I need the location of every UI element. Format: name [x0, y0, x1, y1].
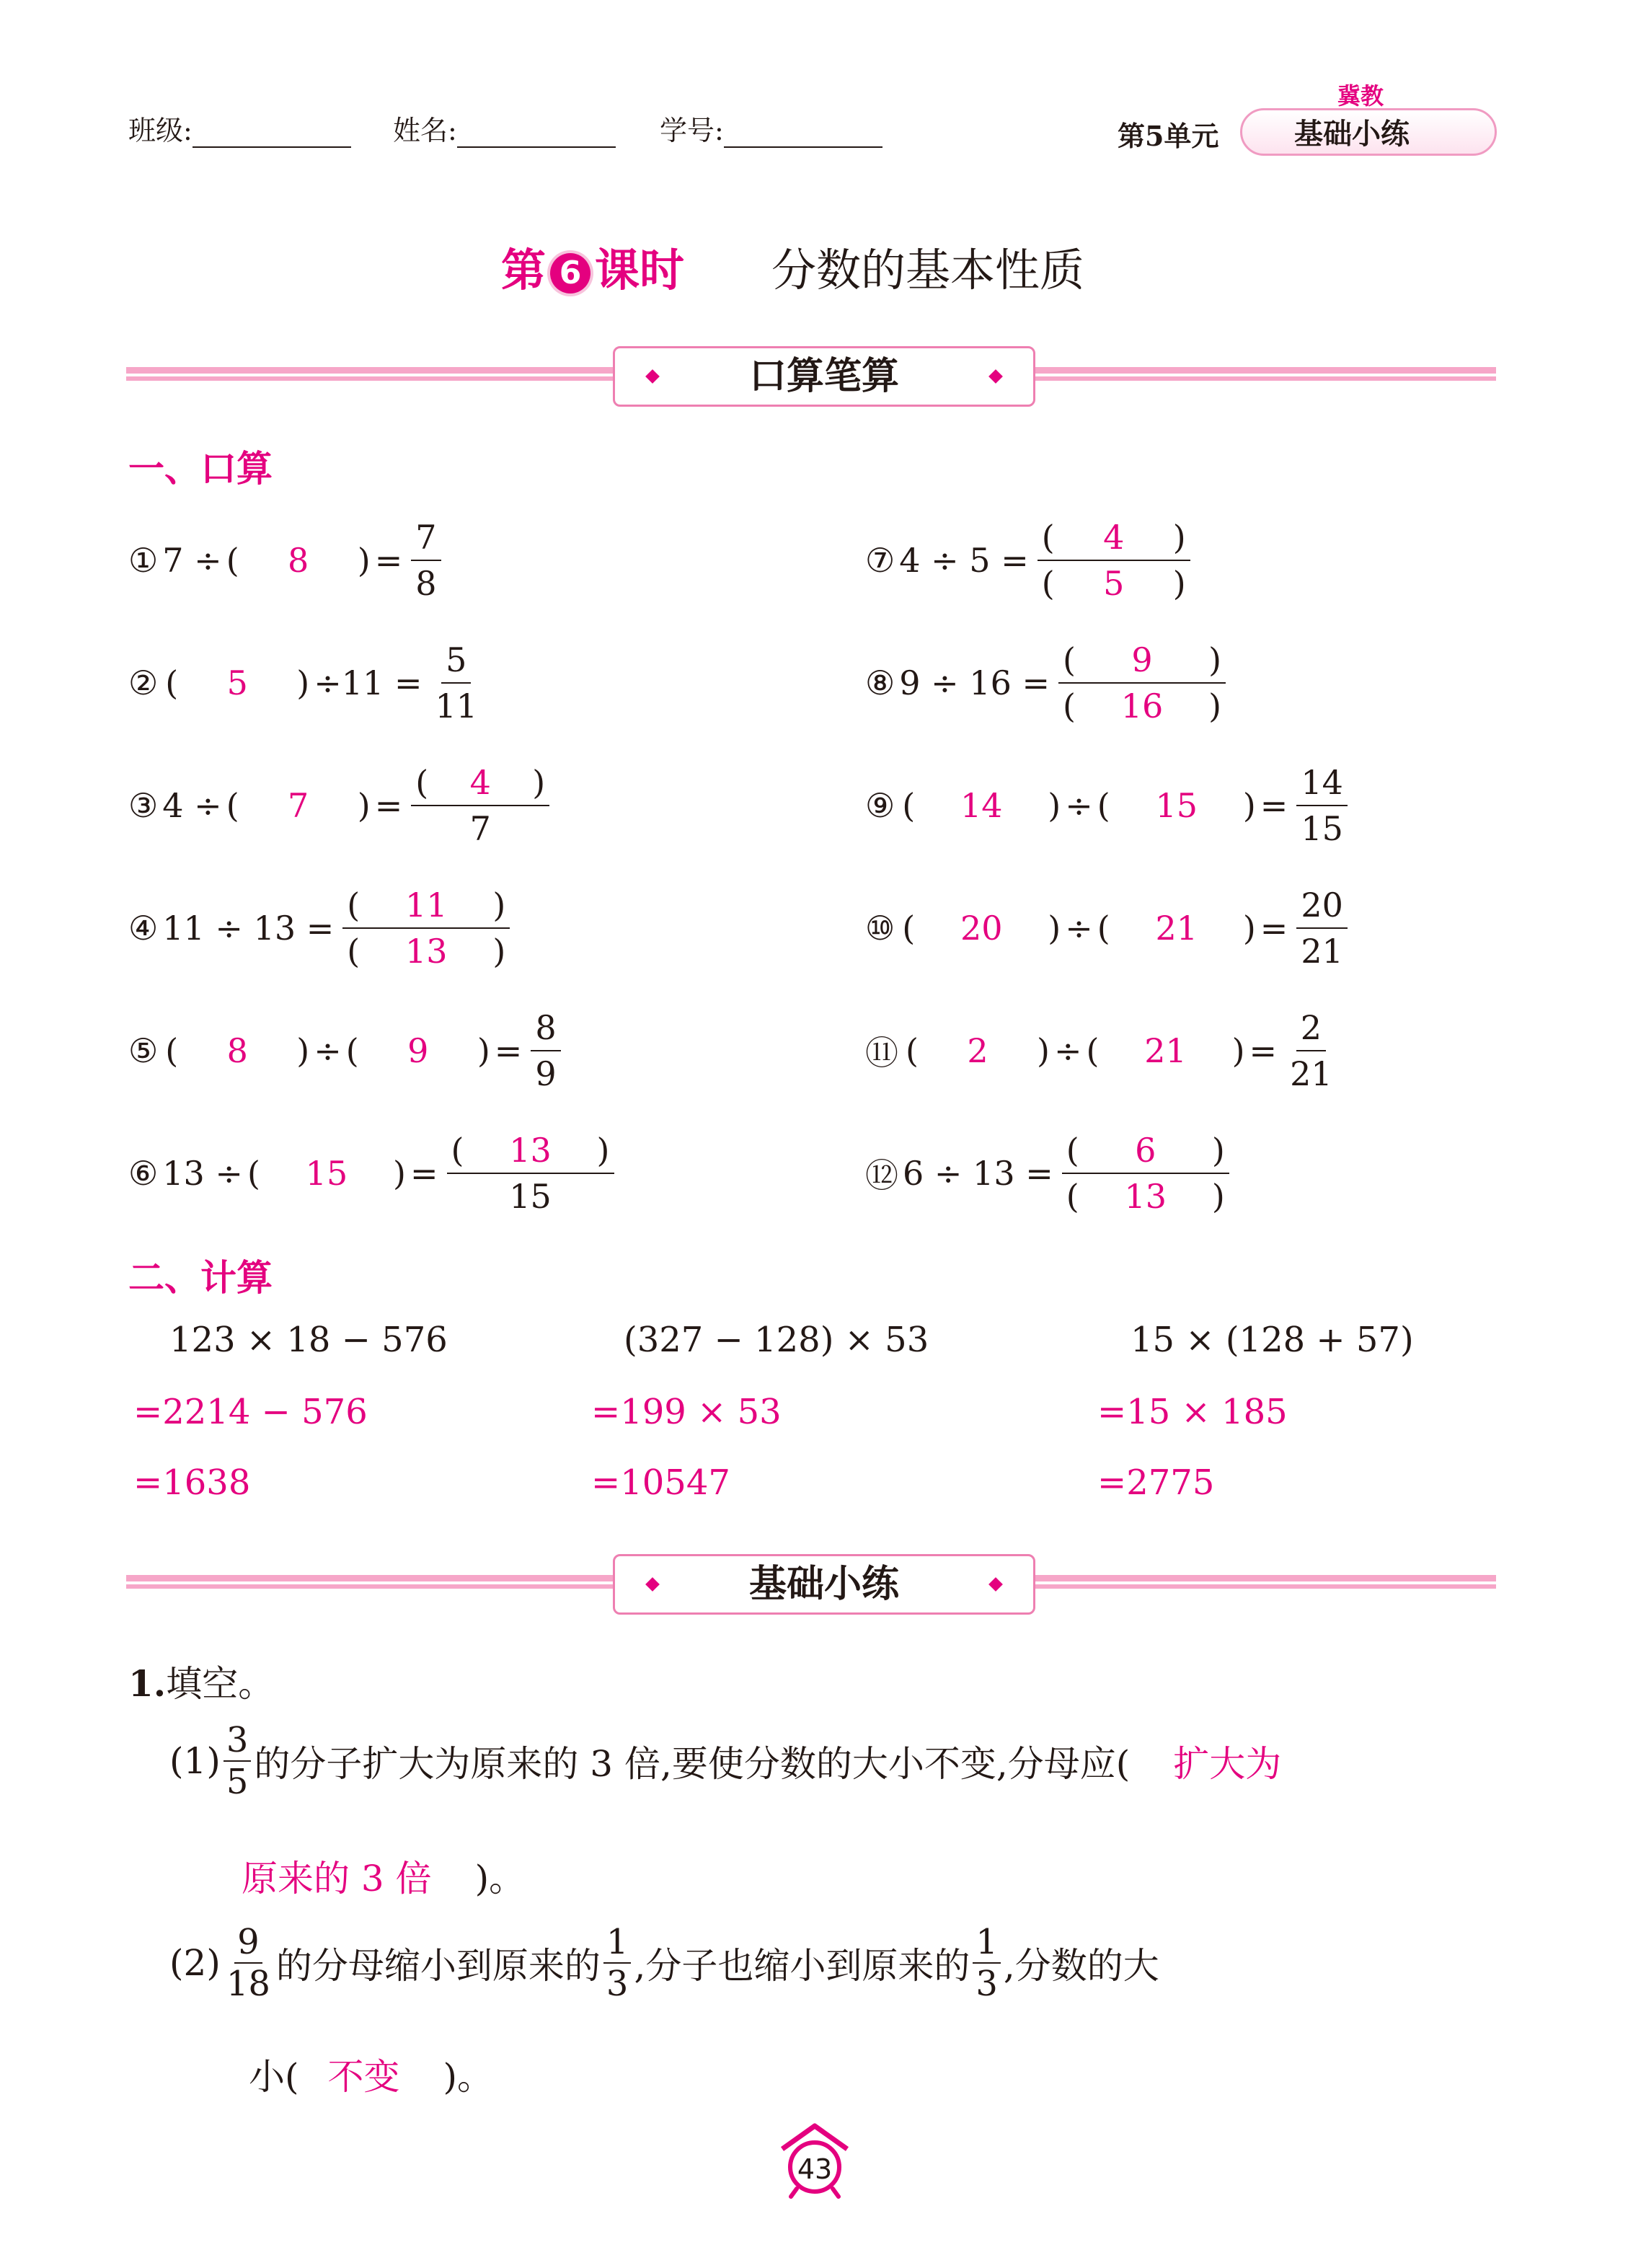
lesson-number-circle: 6 — [550, 253, 590, 294]
section-basic-practice — [613, 1554, 1035, 1615]
answer: 20 — [960, 909, 1003, 948]
calc-3-step2: =2775 — [1097, 1462, 1215, 1503]
question-1: (1) 3 5 的分子扩大为原来的 3 倍,要使分数的大小不变,分母应( 扩大为 — [169, 1720, 1282, 1802]
item-3: ③ 4 ÷ ( 7 ) = ( 4 ) 7 — [128, 759, 554, 852]
student-id-field[interactable] — [660, 108, 882, 148]
question-2: (2) 9 18 的分母缩小到原来的 1 3 ,分子也缩小到原来的 1 3 ,分数的大 — [169, 1922, 1159, 2004]
name-field[interactable] — [393, 108, 616, 148]
class-field[interactable] — [128, 108, 351, 148]
answer: 9 — [407, 1031, 429, 1070]
calc-1-step1: =2214 − 576 — [133, 1392, 368, 1432]
calc-2-expr: (327 − 128) × 53 — [624, 1320, 929, 1360]
calc-2-step1: =199 × 53 — [591, 1392, 782, 1432]
calc-3-step1: =15 × 185 — [1097, 1392, 1288, 1432]
item-7: ⑦ 4 ÷ 5 = ( 4 ) ( 5 ) — [865, 513, 1195, 607]
name-blank[interactable] — [457, 122, 616, 148]
answer: 15 — [1155, 786, 1198, 825]
part2-heading: 二、计算 — [128, 1257, 273, 1299]
item-11: ⑪ ( 2 ) ÷ ( 21 ) = $\frac{2}{21}$ — [865, 1004, 1341, 1098]
section-title: 口算笔算 — [748, 355, 899, 398]
item-5: ⑤ ( 8 ) ÷ ( 9 ) = $\frac{8}{9}$ — [128, 1004, 565, 1098]
answer: 8 — [288, 541, 309, 580]
answer: 15 — [305, 1154, 348, 1193]
exercise-title: 填空。 — [166, 1663, 275, 1705]
page-title: 分数的基本性质 — [771, 244, 1085, 296]
calc-1-step2: =1638 — [133, 1462, 251, 1503]
answer: 21 — [1155, 909, 1198, 948]
student-id-blank[interactable] — [724, 122, 882, 148]
exercise-1-heading — [128, 1655, 274, 1707]
item-6: ⑥ 13 ÷ ( 15 ) = ( 13 ) 15 — [128, 1126, 619, 1220]
lesson-prefix: 第 — [501, 244, 547, 296]
publisher-label: 冀教 — [1337, 82, 1384, 110]
diamond-icon — [988, 1577, 1003, 1592]
lesson-number — [501, 234, 684, 299]
answer: 8 — [226, 1031, 248, 1070]
item-4: ④ 11 ÷ 13 = ( 11 ) ( 13 ) — [128, 881, 514, 975]
answer: 2 — [967, 1031, 988, 1070]
student-id-label: 学号: — [660, 115, 724, 146]
page-number: 43 — [797, 2153, 833, 2185]
diamond-icon — [645, 1577, 660, 1592]
series-badge-text: 基础小练 — [1294, 117, 1410, 151]
part1-heading: 一、口算 — [128, 448, 273, 490]
item-8: ⑧ 9 ÷ 16 = ( 9 ) ( 16 ) — [865, 636, 1230, 730]
diamond-icon — [645, 369, 660, 384]
answer: 不变 — [327, 2056, 400, 2098]
class-blank[interactable] — [193, 122, 351, 148]
lesson-suffix: 课时 — [595, 244, 685, 296]
item-12: ⑫ 6 ÷ 13 = ( 6 ) ( 13 ) — [865, 1126, 1234, 1220]
unit-label: 第5单元 — [1118, 120, 1219, 152]
item-10: ⑩ ( 20 ) ÷ ( 21 ) = $\frac{20}{21}$ — [865, 881, 1352, 975]
answer: 21 — [1144, 1031, 1187, 1070]
item-9: ⑨ ( 14 ) ÷ ( 15 ) = $\frac{14}{15}$ — [865, 759, 1352, 852]
item-1: ① 7 ÷ ( 8 ) = $\frac{7}{8}$ — [128, 513, 446, 607]
calc-2-step2: =10547 — [591, 1462, 730, 1503]
exercise-number: 1. — [128, 1662, 167, 1705]
calc-3-expr: 15 × (128 + 57) — [1131, 1320, 1414, 1360]
class-label: 班级: — [128, 115, 193, 146]
name-label: 姓名: — [393, 115, 457, 146]
answer: 14 — [960, 786, 1003, 825]
answer: 扩大为 — [1173, 1743, 1282, 1785]
answer: 原来的 3 倍 — [242, 1858, 432, 1899]
section-oral-written — [613, 346, 1035, 407]
section-title: 基础小练 — [748, 1563, 899, 1606]
diamond-icon — [988, 369, 1003, 384]
question-1-cont: 原来的 3 倍 )。 — [242, 1858, 526, 1899]
calc-1-expr: 123 × 18 − 576 — [169, 1320, 448, 1360]
answer: 5 — [226, 663, 248, 702]
answer: 7 — [288, 786, 309, 825]
question-2-cont: 小( 不变 )。 — [249, 2056, 494, 2098]
item-2: ② ( 5 ) ÷11 = $\frac{5}{11}$ — [128, 636, 486, 730]
